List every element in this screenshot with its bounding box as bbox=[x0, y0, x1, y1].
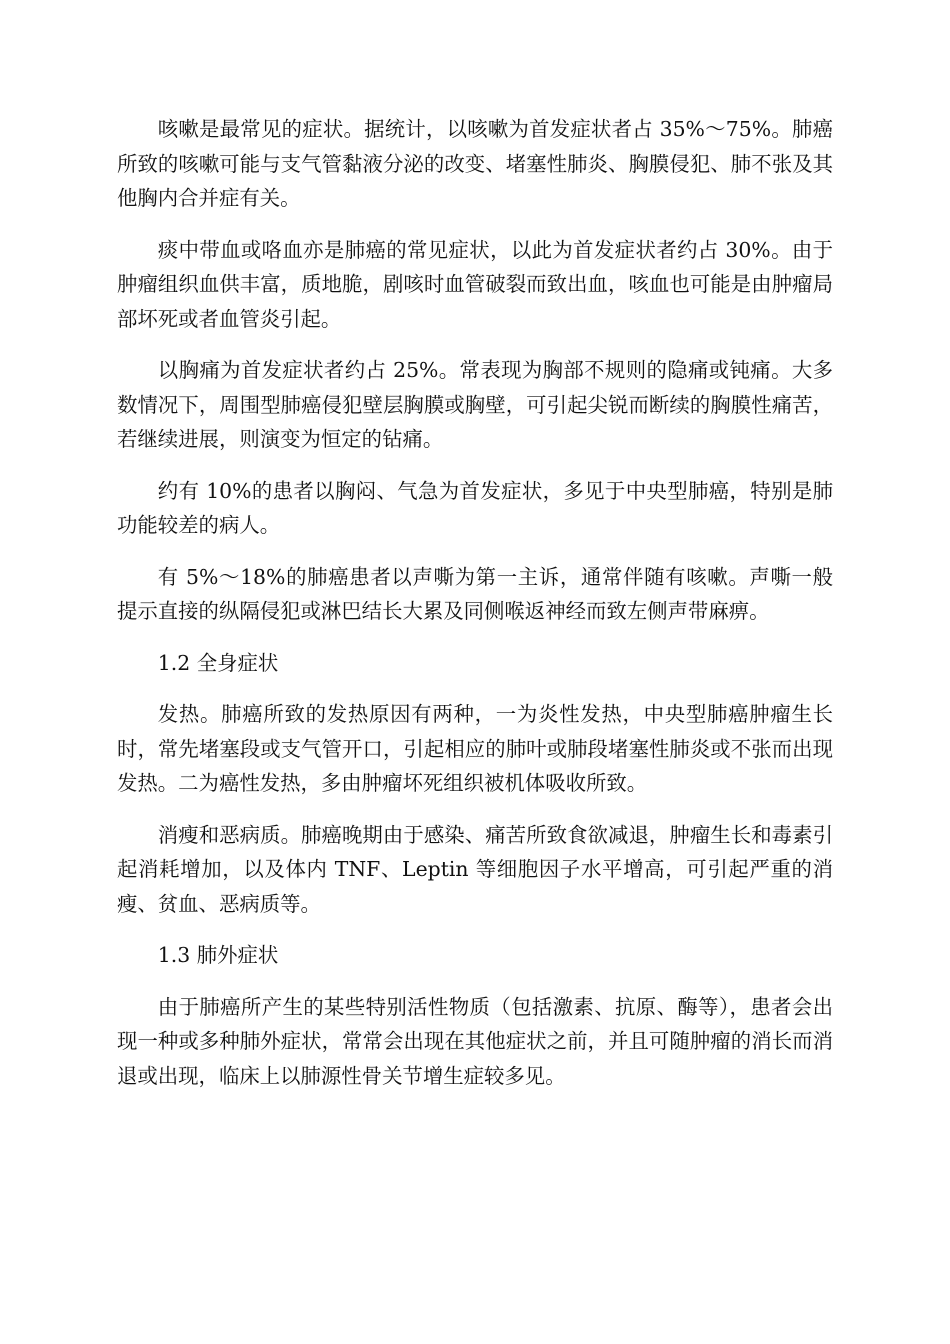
paragraph-dyspnea: 约有 10%的患者以胸闷、气急为首发症状，多见于中央型肺癌，特别是肺功能较差的病人。 bbox=[117, 478, 833, 537]
paragraph-extrapulmonary: 由于肺癌所产生的某些特别活性物质（包括激素、抗原、酶等），患者会出现一种或多种肺外症状，常常会出现在其他症状之前，并且可随肿瘤的消长而消退或出现，临床上以肺源性骨关节增生症较多见。 bbox=[117, 994, 833, 1088]
paragraph-chest-pain: 以胸痛为首发症状者约占 25%。常表现为胸部不规则的隐痛或钝痛。大多数情况下，周围型肺癌侵犯壁层胸膜或胸壁，可引起尖锐而断续的胸膜性痛苦，若继续进展，则演变为恒定的钻痛。 bbox=[117, 358, 833, 451]
paragraph-hemoptysis: 痰中带血或咯血亦是肺癌的常见症状，以此为首发症状者约占 30%。由于肿瘤组织血供丰富，质地脆，剧咳时血管破裂而致出血，咳血也可能是由肿瘤局部坏死或者血管炎引起。 bbox=[117, 237, 833, 331]
section-heading-extrapulmonary-symptoms: 1.3 肺外症状 bbox=[157, 943, 279, 967]
paragraph-cachexia: 消瘦和恶病质。肺癌晚期由于感染、痛苦所致食欲减退，肿瘤生长和毒素引起消耗增加，以及体内 TNF、Leptin 等细胞因子水平增高，可引起严重的消瘦、贫血、恶病质等。 bbox=[117, 822, 833, 916]
paragraph-fever: 发热。肺癌所致的发热原因有两种，一为炎性发热，中央型肺癌肿瘤生长时，常先堵塞段或支气管开口，引起相应的肺叶或肺段堵塞性肺炎或不张而出现发热。二为癌性发热，多由肿瘤坏死组织被机体吸收所致。 bbox=[117, 702, 833, 795]
paragraph-hoarseness: 有 5%～18%的肺癌患者以声嘶为第一主诉，通常伴随有咳嗽。声嘶一般提示直接的纵隔侵犯或淋巴结长大累及同侧喉返神经而致左侧声带麻痹。 bbox=[117, 564, 833, 623]
paragraph-cough: 咳嗽是最常见的症状。据统计，以咳嗽为首发症状者占 35%～75%。肺癌所致的咳嗽可能与支气管黏液分泌的改变、堵塞性肺炎、胸膜侵犯、肺不张及其他胸内合并症有关。 bbox=[117, 117, 833, 210]
section-heading-systemic-symptoms: 1.2 全身症状 bbox=[157, 650, 279, 675]
document-body bbox=[117, 112, 833, 1110]
